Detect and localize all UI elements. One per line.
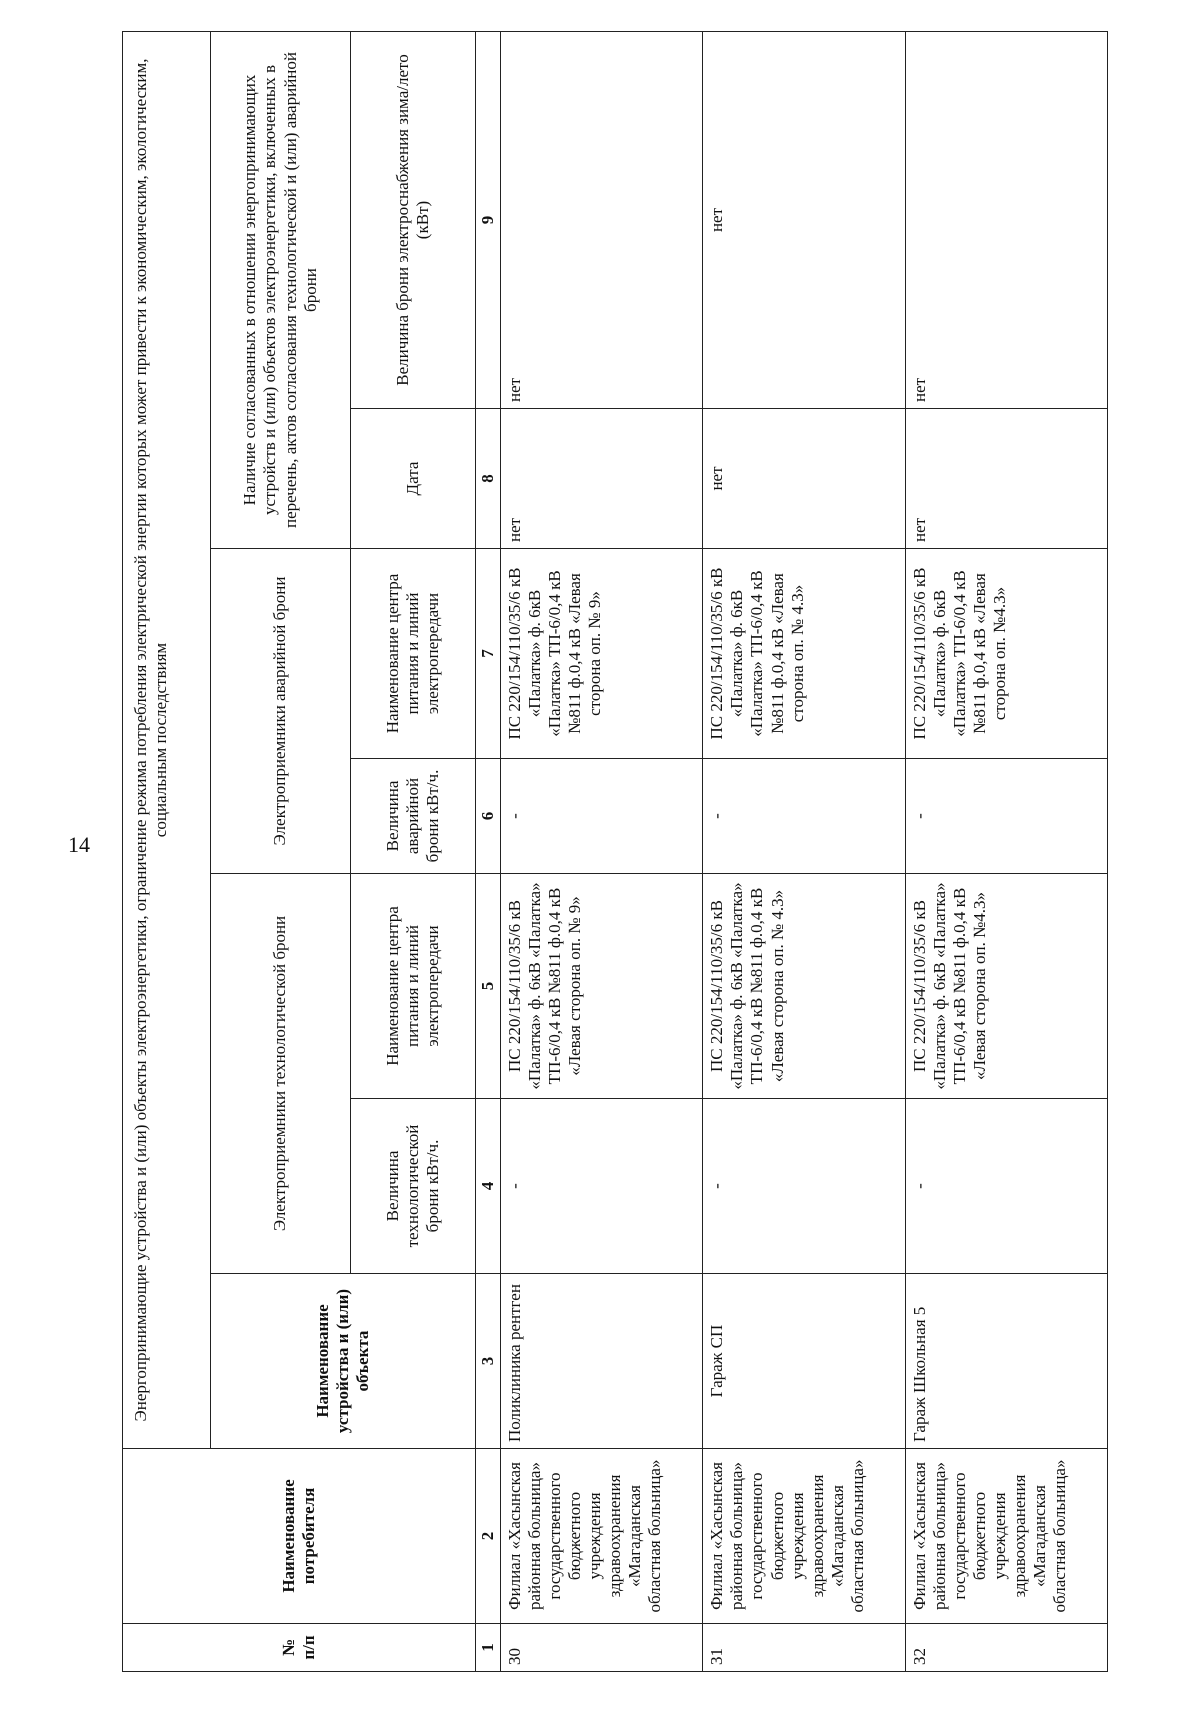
- object-name: Поликлиника рентген: [501, 1274, 703, 1449]
- row-number: 32: [905, 1624, 1107, 1672]
- table-row: [703, 32, 905, 1672]
- column-number: 4: [476, 1099, 501, 1274]
- emergency-center: ПС 220/154/110/35/6 кВ «Палатка» ф. 6кВ «Палатка» ТП-6/0,4 кВ №811 ф.0,4 кВ «Левая сторона оп. №4.3»: [905, 549, 1107, 759]
- act-date: нет: [905, 409, 1107, 549]
- tech-center: ПС 220/154/110/35/6 кВ «Палатка» ф. 6кВ «Палатка» ТП-6/0,4 кВ №811 ф.0,4 кВ «Левая сторона оп. №4.3»: [905, 874, 1107, 1099]
- emergency-center: ПС 220/154/110/35/6 кВ «Палатка» ф. 6кВ «Палатка» ТП-6/0,4 кВ №811 ф.0,4 кВ «Левая сторона оп. № 4.3»: [703, 549, 905, 759]
- header-tech-group: Электроприемники технологической брони: [211, 874, 351, 1274]
- header-emergency-value: Величина аварийной брони кВт/ч.: [351, 759, 476, 874]
- emergency-value: -: [905, 759, 1107, 874]
- header-consumer: Наименование потребителя: [123, 1449, 476, 1624]
- header-date: Дата: [351, 409, 476, 549]
- rotated-table-sheet: [122, 32, 1108, 1672]
- column-number: 7: [476, 549, 501, 759]
- header-object: Наименование устройства и (или) объекта: [211, 1274, 476, 1449]
- emergency-value: -: [703, 759, 905, 874]
- tech-center: ПС 220/154/110/35/6 кВ «Палатка» ф. 6кВ «Палатка» ТП-6/0,4 кВ №811 ф.0,4 кВ «Левая сторона оп. № 4.3»: [703, 874, 905, 1099]
- header-tech-value: Величина технологической брони кВт/ч.: [351, 1099, 476, 1274]
- object-name: Гараж Школьная 5: [905, 1274, 1107, 1449]
- header-emergency-group: Электроприемники аварийной брони: [211, 549, 351, 874]
- supply-value: нет: [703, 32, 905, 409]
- header-supply: Величина брони электроснабжения зима/лето (кВт): [351, 32, 476, 409]
- column-number: 8: [476, 409, 501, 549]
- table-row: [501, 32, 703, 1672]
- consumer-name: Филиал «Хасынская районная больница» государственного бюджетного учреждения здравоохранения «Магаданская областная больница»: [703, 1449, 905, 1624]
- row-number: 30: [501, 1624, 703, 1672]
- table-row: [905, 32, 1107, 1672]
- object-name: Гараж СП: [703, 1274, 905, 1449]
- consumer-name: Филиал «Хасынская районная больница» государственного бюджетного учреждения здравоохранения «Магаданская областная больница»: [905, 1449, 1107, 1624]
- header-tech-center: Наименование центра питания и линий электропередачи: [351, 874, 476, 1099]
- emergency-value: -: [501, 759, 703, 874]
- column-number: 1: [476, 1624, 501, 1672]
- header-number: № п/п: [123, 1624, 476, 1672]
- tech-value: -: [703, 1099, 905, 1274]
- column-number: 2: [476, 1449, 501, 1624]
- tech-center: ПС 220/154/110/35/6 кВ «Палатка» ф. 6кВ «Палатка» ТП-6/0,4 кВ №811 ф.0,4 кВ «Левая сторона оп. № 9»: [501, 874, 703, 1099]
- supply-value: нет: [501, 32, 703, 409]
- column-number: 5: [476, 874, 501, 1099]
- supply-value: нет: [905, 32, 1107, 409]
- column-number: 9: [476, 32, 501, 409]
- header-title: Энергопринимающие устройства и (или) объекты электроэнергетики, ограничение режима потребления электрической энергии которых может привести к экономическим, экологическим, социальным последствиям: [123, 32, 211, 1449]
- act-date: нет: [703, 409, 905, 549]
- header-emergency-center: Наименование центра питания и линий электропередачи: [351, 549, 476, 759]
- column-number: 6: [476, 759, 501, 874]
- row-number: 31: [703, 1624, 905, 1672]
- act-date: нет: [501, 409, 703, 549]
- tech-value: -: [501, 1099, 703, 1274]
- consumer-name: Филиал «Хасынская районная больница» государственного бюджетного учреждения здравоохранения «Магаданская областная больница»: [501, 1449, 703, 1624]
- energy-consumers-table: [122, 31, 1108, 1672]
- page-number: 14: [68, 832, 90, 857]
- emergency-center: ПС 220/154/110/35/6 кВ «Палатка» ф. 6кВ «Палатка» ТП-6/0,4 кВ №811 ф.0,4 кВ «Левая сторона оп. № 9»: [501, 549, 703, 759]
- header-acts-group: Наличие согласованных в отношении энергопринимающих устройств и (или) объектов электроэнергетики, включенных в перечень, актов согласования технологической и (или) аварийной брони: [211, 32, 351, 549]
- column-number: 3: [476, 1274, 501, 1449]
- tech-value: -: [905, 1099, 1107, 1274]
